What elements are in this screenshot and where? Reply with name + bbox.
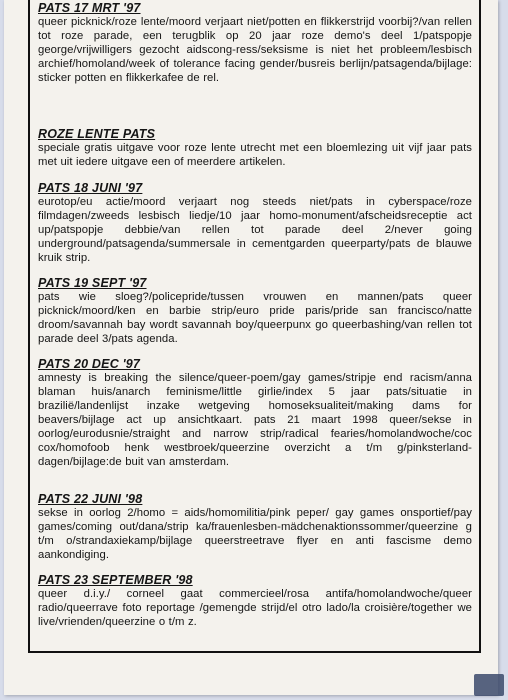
- issue-description: amnesty is breaking the silence/queer-poem/gay games/stripje end racism/anna blaman huis/anarch feminisme/little girlie/index 5 jaar pats/situatie in brazilië/landenlijst inzake wetgeving homoseksualiteit/making dams for beavers/bijlage act up ansichtkaart. pats 21 maart 1998 queer/sekse in oorlog/eurodusnie/straight and narrow strip/radical fearies/homolandwoche/coc cox/homofoob henk westbroek/queerzine overzicht a t/m g/pinksterland-dagen/bijlage:de buit van amsterdam.: [38, 372, 472, 468]
- catalog-page: [4, 0, 498, 695]
- issue-entry: [38, 182, 472, 265]
- issue-description: queer picknick/roze lente/moord verjaart niet/potten en flikkerstrijd voorbij?/van rellen tot roze parade, een terugblik op 20 jaar roze demo's deel 1/patspopje george/vrijwilligers gezocht aidscong-ress/seksisme is niet het probleem/lesbisch archief/homoland/week of tolerance facing gender/busreis berlijn/patsagenda/bijlage: sticker potten en flikkerkafee de rel.: [38, 16, 472, 84]
- issue-description: speciale gratis uitgave voor roze lente utrecht met een bloemlezing uit vijf jaar pats met uit iedere uitgave een of meerdere artikelen.: [38, 142, 472, 168]
- issue-entry: [38, 493, 472, 562]
- issue-description: eurotop/eu actie/moord verjaart nog steeds niet/pats in cyberspace/roze filmdagen/zweeds lesbisch liedje/10 jaar homo-monument/afscheidsreceptie act up/patspopje debbie/van rellen tot parade deel 2/never going underground/patsagenda/summersale in cementgarden queerparty/pats de blauwe kruik strip.: [38, 196, 472, 264]
- issue-heading: ROZE LENTE PATS: [38, 127, 156, 141]
- issue-heading: PATS 22 JUNI '98: [38, 492, 143, 506]
- issue-entry: [38, 128, 472, 169]
- issue-heading: PATS 23 SEPTEMBER '98: [38, 573, 193, 587]
- issue-description: queer d.i.y./ corneel gaat commercieel/rosa antifa/homolandwoche/queer radio/queerrave foto reportage /gemengde strijd/el otro lado/la croisière/together we live/vrienden/queerzine o t/m z.: [38, 588, 472, 628]
- issue-heading: PATS 20 DEC '97: [38, 357, 141, 371]
- issue-entry: [38, 574, 472, 629]
- issue-entry: [38, 358, 472, 469]
- issue-entry: [38, 277, 472, 346]
- issue-heading: PATS 18 JUNI '97: [38, 181, 143, 195]
- issue-heading: PATS 17 MRT '97: [38, 1, 141, 15]
- issue-heading: PATS 19 SEPT '97: [38, 276, 147, 290]
- issue-description: sekse in oorlog 2/homo = aids/homomilitia/pink peper/ gay games onsportief/pay games/coming out/dana/strip ka/frauenlesben-mädchenaktionssommer/queerzine g t/m o/strandaxiekamp/bijlage queerstreetrave flyer en anti fascisme demo aankondiging.: [38, 507, 472, 561]
- watermark-badge-icon: [474, 674, 504, 696]
- issue-description: pats wie sloeg?/policepride/tussen vrouwen en mannen/pats queer picknick/moord/ken en barbie strip/euro pride paris/pride san francisco/natte droom/savannah bay wordt savannah boy/queerpunx go queerbashing/van rellen tot parade deel 3/pats agenda.: [38, 291, 472, 345]
- issue-entry: [38, 2, 472, 85]
